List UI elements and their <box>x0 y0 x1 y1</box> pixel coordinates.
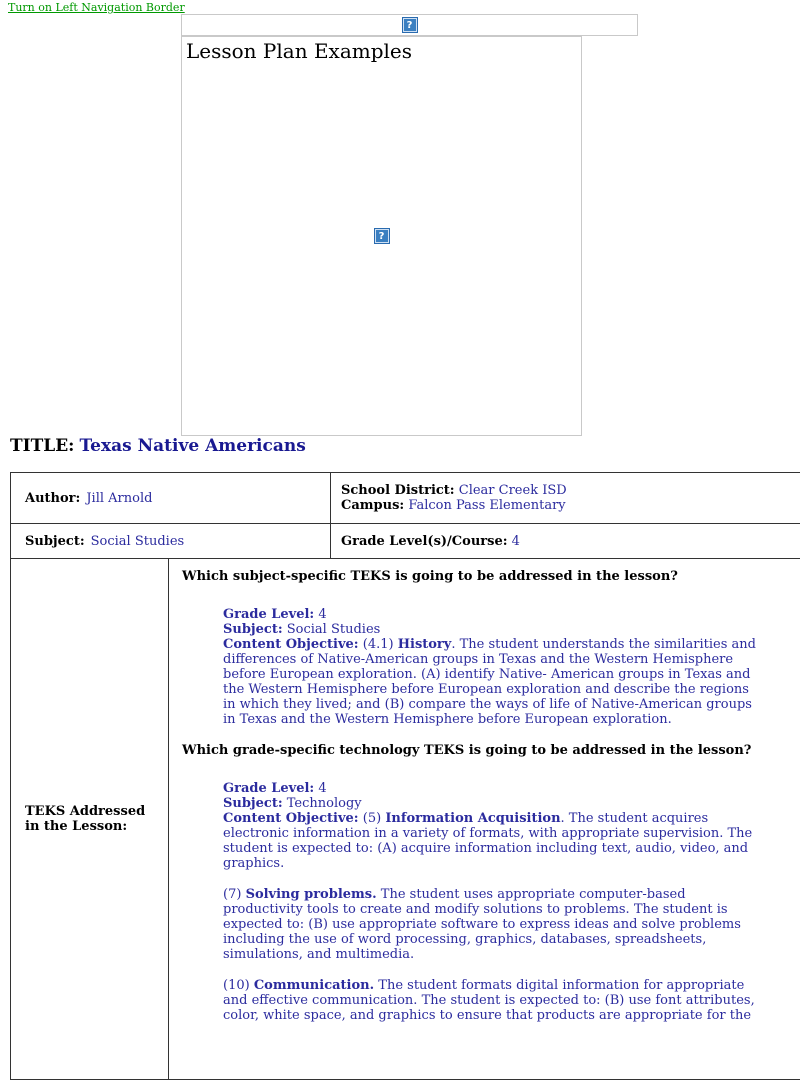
paragraph-text: The student formats digital information for appropriate and effective communication. The student is expected to: (B) use font attributes, color, white space, and graphics to ensure that products are appropriate for the <box>223 978 755 1023</box>
district-campus-cell <box>331 473 800 523</box>
subject-value: Social Studies <box>286 622 381 637</box>
technology-teks-block <box>223 781 758 1023</box>
objective-name: Information Acquisition <box>385 811 561 826</box>
teks-addressed-label: TEKS Addressed in the Lesson: <box>25 804 146 834</box>
content-objective-paragraph <box>223 811 758 871</box>
paragraph-name: Solving problems. <box>245 887 377 902</box>
content-objective-paragraph <box>223 637 758 727</box>
table-row-teks <box>11 559 800 1079</box>
teks-content-cell <box>169 559 800 1079</box>
objective-name: History <box>397 637 452 652</box>
subject-value: Social Studies <box>90 533 185 549</box>
author-label: Author: <box>25 490 81 506</box>
broken-image-icon: ? <box>402 17 418 33</box>
grade-cell <box>331 524 800 558</box>
subject-teks-block <box>223 607 758 727</box>
paragraph-name: Communication. <box>253 978 375 993</box>
content-objective-label: Content Objective: <box>223 637 359 652</box>
objective-number: (4.1) <box>362 637 394 652</box>
lesson-plan-banner-box <box>181 36 582 436</box>
title-value: Texas Native Americans <box>79 436 306 456</box>
turn-on-left-navigation-link[interactable]: Turn on Left Navigation Border <box>8 1 185 14</box>
banner-title: Lesson Plan Examples <box>186 39 413 63</box>
solving-problems-paragraph <box>223 887 758 962</box>
district-label: School District: <box>341 483 455 498</box>
grade-level-line <box>223 607 758 622</box>
content-objective-label: Content Objective: <box>223 811 359 826</box>
top-banner-bar <box>181 14 638 36</box>
district-value: Clear Creek ISD <box>458 483 567 498</box>
broken-image-icon: ? <box>374 228 390 244</box>
district-line <box>341 483 800 498</box>
objective-text: . The student acquires electronic information in a variety of formats, with appropriate supervision. The student is expected to: (A) acquire information including text, audio, video, and graphics. <box>223 811 753 871</box>
paragraph-text: The student uses appropriate computer-based productivity tools to create and modify solutions to problems. The student is expected to: (B) use appropriate software to express ideas and solve problems including the use of word processing, graphics, databases, spreadsheets, simulations, and multimedia. <box>223 887 741 962</box>
grade-level-line <box>223 781 758 796</box>
subject-label: Subject: <box>223 622 283 637</box>
table-row-subject-grade <box>11 524 800 559</box>
teks-label-cell <box>11 559 169 1079</box>
lesson-info-table <box>10 472 800 1080</box>
paragraph-number: (7) <box>223 887 242 902</box>
grade-level-label: Grade Level: <box>223 781 315 796</box>
objective-number: (5) <box>362 811 382 826</box>
grade-value: 4 <box>511 533 520 549</box>
subject-teks-question: Which subject-specific TEKS is going to be addressed in the lesson? <box>182 569 678 584</box>
subject-label: Subject: <box>25 533 85 549</box>
campus-label: Campus: <box>341 498 405 513</box>
subject-cell <box>11 524 331 558</box>
grade-level-value: 4 <box>318 781 327 796</box>
subject-line <box>223 622 758 637</box>
table-row-author-district <box>11 473 800 524</box>
author-value: Jill Arnold <box>86 490 153 506</box>
campus-line <box>341 498 800 513</box>
grade-line <box>341 534 800 549</box>
grade-level-value: 4 <box>318 607 327 622</box>
grade-level-label: Grade Level: <box>223 607 315 622</box>
subject-line <box>223 796 758 811</box>
objective-text: . The student understands the similarities and differences of Native-American groups in Texas and the Western Hemisphere before European exploration. (A) identify Native- American groups in Texas and the Western Hemisphere before European exploration and describe the regions in which they lived; and (B) compare the ways of life of Native-American groups in Texas and the Western Hemisphere before European exploration. <box>223 637 756 727</box>
campus-value: Falcon Pass Elementary <box>408 498 566 513</box>
technology-teks-question: Which grade-specific technology TEKS is going to be addressed in the lesson? <box>182 743 752 758</box>
title-label: TITLE: <box>10 436 75 456</box>
paragraph-number: (10) <box>223 978 250 993</box>
lesson-title <box>10 436 306 456</box>
subject-label: Subject: <box>223 796 283 811</box>
author-cell <box>11 473 331 523</box>
grade-label: Grade Level(s)/Course: <box>341 533 508 549</box>
communication-paragraph <box>223 978 758 1023</box>
subject-value: Technology <box>286 796 362 811</box>
